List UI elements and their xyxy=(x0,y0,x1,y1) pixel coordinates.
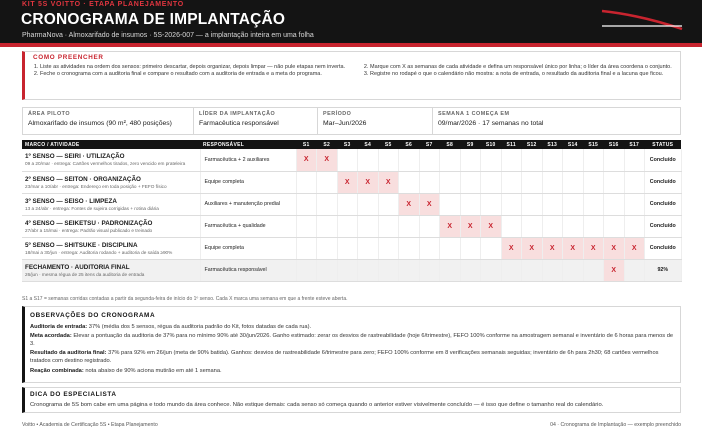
week-cell[interactable] xyxy=(501,171,522,193)
activity-detail: 27/abr a 15/mai · entrega: Padrão visual publicado e treinado xyxy=(25,227,153,233)
week-header: S8 xyxy=(440,140,461,149)
week-cell[interactable] xyxy=(440,171,461,193)
activity-cell xyxy=(22,149,200,171)
week-cell[interactable] xyxy=(563,193,584,215)
brand-swoosh-icon xyxy=(600,3,686,33)
activity-title: 4º SENSO — SEIKETSU · PADRONIZAÇÃO xyxy=(25,219,153,227)
week-header: S17 xyxy=(624,140,645,149)
week-mark-cell[interactable] xyxy=(563,237,584,259)
activity-title: 2º SENSO — SEITON · ORGANIZAÇÃO xyxy=(25,175,141,183)
week-cell[interactable] xyxy=(460,149,481,171)
table-row xyxy=(22,237,681,259)
week-cell[interactable] xyxy=(604,149,625,171)
week-mark: X xyxy=(631,244,637,252)
week-cell[interactable] xyxy=(419,149,440,171)
instructions-title: COMO PREENCHER xyxy=(33,54,104,61)
obs-line: Resultado da auditoria final: 37% para 92% em 26/jun (meta de 90% batida). Ganhos: desvios de rastreabilidade 6/trimestre para zero; FEFO 100% conforme em 8 verificações semanais seguidas; inventário de 6h para 2h30; 68 cartões vermelhos tratados com destino registrado. xyxy=(30,350,659,364)
week-mark: X xyxy=(447,222,453,230)
week-mark: X xyxy=(426,200,432,208)
week-header: S1 xyxy=(296,140,317,149)
responsible-cell: Equipe completa xyxy=(200,237,296,259)
week-header: S13 xyxy=(542,140,563,149)
week-header: S9 xyxy=(460,140,481,149)
week-cell[interactable] xyxy=(460,171,481,193)
activity-title: 1º SENSO — SEIRI · UTILIZAÇÃO xyxy=(25,153,125,161)
week-cell[interactable] xyxy=(522,193,543,215)
instructions-list-left xyxy=(31,64,351,78)
week-mark: X xyxy=(611,266,617,274)
week-mark: X xyxy=(406,200,412,208)
week-cell[interactable] xyxy=(358,193,379,215)
col-status-header: STATUS xyxy=(645,140,682,149)
week-cell[interactable] xyxy=(481,149,502,171)
week-cell[interactable] xyxy=(399,237,420,259)
week-cell[interactable] xyxy=(624,215,645,237)
week-mark: X xyxy=(385,178,391,186)
responsible-cell: Farmacêutica responsável xyxy=(200,259,296,281)
observations-box xyxy=(22,306,681,383)
info-leader: LÍDER DA IMPLANTAÇÃO Farmacêutica responsável xyxy=(194,108,318,134)
activity-cell xyxy=(22,259,200,281)
table-row xyxy=(22,171,681,193)
status-cell: Concluído xyxy=(645,149,682,171)
week-mark: X xyxy=(590,244,596,252)
week-cell[interactable] xyxy=(604,193,625,215)
week-cell[interactable] xyxy=(419,171,440,193)
week-cell[interactable] xyxy=(522,215,543,237)
instruction-item: 2. Feche o cronograma com a auditoria final e compare o resultado com a auditoria de entrada e a meta do programa. xyxy=(40,71,351,78)
week-cell[interactable] xyxy=(440,149,461,171)
status-cell: Concluído xyxy=(645,237,682,259)
week-cell[interactable] xyxy=(378,149,399,171)
week-cell[interactable] xyxy=(378,259,399,281)
week-cell[interactable] xyxy=(542,193,563,215)
week-mark-cell[interactable] xyxy=(522,237,543,259)
week-cell[interactable] xyxy=(583,215,604,237)
activity-detail: 26/jun · mesma régua de 25 itens da auditoria de entrada xyxy=(25,271,145,277)
activity-title: 5º SENSO — SHITSUKE · DISCIPLINA xyxy=(25,241,138,249)
page-header xyxy=(0,0,702,43)
page-subtitle: PharmaNova · Almoxarifado de insumos · 5S-2026-007 — a implantação inteira em uma folha xyxy=(22,32,314,39)
week-header: S5 xyxy=(378,140,399,149)
page-title: CRONOGRAMA DE IMPLANTAÇÃO xyxy=(21,11,286,28)
week-cell[interactable] xyxy=(337,193,358,215)
week-mark: X xyxy=(549,244,555,252)
week-mark: X xyxy=(324,156,330,164)
activity-title: FECHAMENTO · AUDITORIA FINAL xyxy=(25,263,130,271)
week-cell[interactable] xyxy=(583,193,604,215)
info-period: PERÍODO Mar–Jun/2026 xyxy=(318,108,433,134)
activity-title: 3º SENSO — SEISO · LIMPEZA xyxy=(25,197,117,205)
week-header: S15 xyxy=(583,140,604,149)
week-mark-cell[interactable] xyxy=(296,149,317,171)
week-mark-cell[interactable] xyxy=(378,171,399,193)
week-mark-cell[interactable] xyxy=(624,237,645,259)
col-resp-header: RESPONSÁVEL xyxy=(200,140,296,149)
tip-text: Cronograma de 5S bom cabe em uma página e todo mundo da área conhece. Não estique demais: cada senso só começa quando o anterior estiver visivelmente concluído — é isso que define o tamanho real do calendário. xyxy=(30,402,604,408)
obs-line: Auditoria de entrada: 37% (média dos 5 sensos, régua da auditoria padrão do Kit, fotos datadas de cada rua). xyxy=(30,324,312,330)
week-mark-cell[interactable] xyxy=(399,193,420,215)
observations-title: OBSERVAÇÕES DO CRONOGRAMA xyxy=(30,312,156,319)
expert-tip-box xyxy=(22,387,681,413)
info-area: ÁREA PILOTO Almoxarifado de insumos (90 m², 480 posições) xyxy=(23,108,194,134)
week-cell[interactable] xyxy=(296,193,317,215)
week-mark: X xyxy=(570,244,576,252)
week-cell[interactable] xyxy=(542,171,563,193)
week-mark: X xyxy=(488,222,494,230)
week-cell[interactable] xyxy=(358,149,379,171)
project-info-bar xyxy=(22,107,681,135)
week-cell[interactable] xyxy=(337,215,358,237)
week-cell[interactable] xyxy=(440,193,461,215)
obs-line: Reação combinada: nota abaixo de 90% aciona mutirão em até 1 semana. xyxy=(30,368,222,374)
week-header: S12 xyxy=(522,140,543,149)
status-cell: Concluído xyxy=(645,215,682,237)
responsible-cell: Equipe completa xyxy=(200,171,296,193)
instruction-item: 2. Marque com X as semanas de cada atividade e defina um responsável único por linha; o líder da área coordena o conjunto. xyxy=(370,64,679,71)
status-cell: 92% xyxy=(645,259,682,281)
week-mark-cell[interactable] xyxy=(317,149,338,171)
table-row xyxy=(22,149,681,171)
obs-line: Meta acordada: Elevar a pontuação da auditoria de 37% para no mínimo 90% até 30/jun/2026. Ganho estimado: zerar os desvios de rastreabilidade (hoje 6/trimestre), FEFO 100% conforme na amostragem semanal e inventário de 6 horas para menos de 3. xyxy=(30,333,674,347)
week-cell[interactable] xyxy=(399,149,420,171)
week-cell[interactable] xyxy=(337,149,358,171)
week-cell[interactable] xyxy=(296,237,317,259)
week-cell[interactable] xyxy=(583,149,604,171)
week-cell[interactable] xyxy=(542,259,563,281)
week-cell[interactable] xyxy=(419,215,440,237)
week-mark: X xyxy=(303,156,309,164)
week-cell[interactable] xyxy=(358,237,379,259)
footer-left: Voitto • Academia de Certificação 5S • Etapa Planejamento xyxy=(22,422,158,428)
week-cell[interactable] xyxy=(296,171,317,193)
activity-cell xyxy=(22,193,200,215)
week-cell[interactable] xyxy=(378,193,399,215)
week-cell[interactable] xyxy=(317,237,338,259)
week-cell[interactable] xyxy=(460,259,481,281)
week-cell[interactable] xyxy=(317,171,338,193)
week-mark-cell[interactable] xyxy=(337,171,358,193)
week-cell[interactable] xyxy=(337,259,358,281)
week-cell[interactable] xyxy=(563,171,584,193)
week-cell[interactable] xyxy=(501,259,522,281)
week-mark-cell[interactable] xyxy=(501,237,522,259)
week-mark: X xyxy=(611,244,617,252)
week-mark-cell[interactable] xyxy=(583,237,604,259)
table-row xyxy=(22,259,681,281)
week-cell[interactable] xyxy=(563,259,584,281)
table-row xyxy=(22,215,681,237)
kit-label: KIT 5S VOITTO · ETAPA PLANEJAMENTO xyxy=(22,1,184,8)
instructions-list-right xyxy=(361,64,679,78)
week-header: S2 xyxy=(317,140,338,149)
info-start: SEMANA 1 COMEÇA EM 09/mar/2026 · 17 semanas no total xyxy=(438,111,544,127)
week-mark-cell[interactable] xyxy=(481,215,502,237)
instruction-item: 1. Liste as atividades na ordem dos sensos: primeiro descartar, depois organizar, depois limpar — não pule etapas nem inverta. xyxy=(40,64,351,71)
week-header: S14 xyxy=(563,140,584,149)
week-cell[interactable] xyxy=(501,215,522,237)
week-cell[interactable] xyxy=(501,149,522,171)
week-cell[interactable] xyxy=(399,171,420,193)
week-cell[interactable] xyxy=(317,259,338,281)
week-mark-cell[interactable] xyxy=(542,237,563,259)
week-header: S10 xyxy=(481,140,502,149)
week-cell[interactable] xyxy=(460,193,481,215)
week-header: S3 xyxy=(337,140,358,149)
week-mark: X xyxy=(529,244,535,252)
week-cell[interactable] xyxy=(624,149,645,171)
week-cell[interactable] xyxy=(296,259,317,281)
activity-cell xyxy=(22,237,200,259)
week-mark: X xyxy=(344,178,350,186)
week-header: S16 xyxy=(604,140,625,149)
responsible-cell: Farmacêutica + qualidade xyxy=(200,215,296,237)
week-cell[interactable] xyxy=(358,215,379,237)
col-activity-header: MARCO / ATIVIDADE xyxy=(22,140,200,149)
activity-cell xyxy=(22,171,200,193)
activity-detail: 18/mai a 30/jun · entrega: Auditoria rodando + auditoria de saída ≥90% xyxy=(25,249,173,255)
instructions-box xyxy=(22,51,681,100)
week-cell[interactable] xyxy=(542,215,563,237)
week-cell[interactable] xyxy=(563,149,584,171)
week-cell[interactable] xyxy=(481,237,502,259)
week-cell[interactable] xyxy=(317,215,338,237)
week-cell[interactable] xyxy=(583,171,604,193)
week-cell[interactable] xyxy=(358,259,379,281)
footer-right: 04 · Cronograma de Implantação — exemplo preenchido xyxy=(550,422,681,428)
week-mark-cell[interactable] xyxy=(604,259,625,281)
table-row xyxy=(22,193,681,215)
activity-detail: 13 a 24/abr · entrega: Fontes de sujeira corrigidas + rotina diária xyxy=(25,205,159,211)
week-cell[interactable] xyxy=(378,215,399,237)
week-cell[interactable] xyxy=(522,259,543,281)
week-cell[interactable] xyxy=(624,171,645,193)
week-header: S7 xyxy=(419,140,440,149)
week-cell[interactable] xyxy=(460,237,481,259)
week-mark-cell[interactable] xyxy=(419,193,440,215)
week-cell[interactable] xyxy=(583,259,604,281)
week-mark-cell[interactable] xyxy=(460,215,481,237)
week-cell[interactable] xyxy=(481,171,502,193)
responsible-cell: Farmacêutica + 2 auxiliares xyxy=(200,149,296,171)
week-mark: X xyxy=(508,244,514,252)
week-cell[interactable] xyxy=(481,193,502,215)
activity-detail: 23/mar a 10/abr · entrega: Endereço em toda posição + FEFO físico xyxy=(25,183,167,189)
week-cell[interactable] xyxy=(440,237,461,259)
week-cell[interactable] xyxy=(604,215,625,237)
week-cell[interactable] xyxy=(399,259,420,281)
week-header: S6 xyxy=(399,140,420,149)
week-cell[interactable] xyxy=(501,193,522,215)
accent-bar xyxy=(0,43,702,47)
week-cell[interactable] xyxy=(317,193,338,215)
table-header-row xyxy=(22,140,681,149)
status-cell: Concluído xyxy=(645,193,682,215)
week-cell[interactable] xyxy=(337,237,358,259)
week-cell[interactable] xyxy=(419,237,440,259)
week-header: S11 xyxy=(501,140,522,149)
week-mark-cell[interactable] xyxy=(604,237,625,259)
week-cell[interactable] xyxy=(624,259,645,281)
week-cell[interactable] xyxy=(522,171,543,193)
week-cell[interactable] xyxy=(399,215,420,237)
week-cell[interactable] xyxy=(563,215,584,237)
tip-title: DICA DO ESPECIALISTA xyxy=(30,391,117,398)
activity-cell xyxy=(22,215,200,237)
week-cell[interactable] xyxy=(522,149,543,171)
week-cell[interactable] xyxy=(604,171,625,193)
week-cell[interactable] xyxy=(624,193,645,215)
responsible-cell: Auxiliares + manutenção predial xyxy=(200,193,296,215)
week-cell[interactable] xyxy=(419,259,440,281)
schedule-table xyxy=(22,140,682,282)
week-cell[interactable] xyxy=(481,259,502,281)
table-note: S1 a S17 = semanas corridas contadas a partir da segunda-feira de início do 1º senso. Cada X marca uma semana em que a frente esteve aberta. xyxy=(22,296,348,302)
week-mark: X xyxy=(365,178,371,186)
week-cell[interactable] xyxy=(378,237,399,259)
week-header: S4 xyxy=(358,140,379,149)
instruction-item: 3. Registre no rodapé o que o calendário não mostra: a nota de entrada, o resultado da auditoria final e a lacuna que ficou. xyxy=(370,71,679,78)
status-cell: Concluído xyxy=(645,171,682,193)
activity-detail: 09 a 20/mar · entrega: Cartões vermelhos tirados, zero vencido em prateleira xyxy=(25,161,186,167)
week-mark-cell[interactable] xyxy=(440,215,461,237)
week-cell[interactable] xyxy=(542,149,563,171)
week-mark: X xyxy=(467,222,473,230)
week-mark-cell[interactable] xyxy=(358,171,379,193)
week-cell[interactable] xyxy=(440,259,461,281)
week-cell[interactable] xyxy=(296,215,317,237)
